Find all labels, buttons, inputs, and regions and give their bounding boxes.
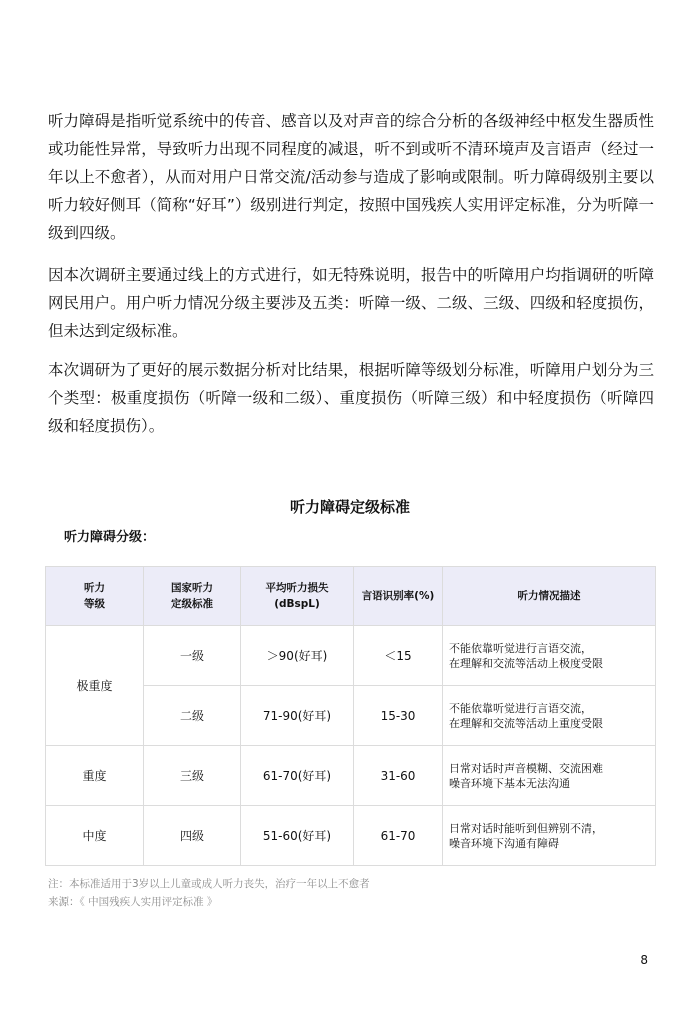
header-national-standard: 国家听力 定级标准	[144, 567, 241, 626]
header-hearing-loss: 平均听力损失(dBspL)	[241, 567, 354, 626]
intro-paragraph-3: 本次调研为了更好的展示数据分析对比结果，根据听障等级划分标准，听障用户划分为三个类型：极重度损伤（听障一级和二级）、重度损伤（听障三级）和中轻度损伤（听障四级和轻度损伤）。	[48, 361, 654, 435]
page-number: 8	[640, 953, 648, 967]
table-row	[46, 626, 656, 686]
cell-description: 日常对话时声音模糊、交流困难 噪音环境下基本无法沟通	[443, 746, 656, 806]
cell-description: 不能依靠听觉进行言语交流， 在理解和交流等活动上重度受限	[443, 686, 656, 746]
cell-loss: ＞90(好耳)	[241, 626, 354, 686]
cell-loss: 71-90(好耳)	[241, 686, 354, 746]
hearing-grade-table	[45, 566, 656, 866]
cell-loss: 51-60(好耳)	[241, 806, 354, 866]
cell-loss: 61-70(好耳)	[241, 746, 354, 806]
header-speech-recognition: 言语识别率(%)	[354, 567, 443, 626]
cell-description: 不能依靠听觉进行言语交流， 在理解和交流等活动上极度受限	[443, 626, 656, 686]
cell-level: 重度	[46, 746, 144, 806]
cell-speech: ＜15	[354, 626, 443, 686]
table-source: 来源：《 中国残疾人实用评定标准 》	[48, 896, 218, 908]
cell-grade: 三级	[144, 746, 241, 806]
header-level: 听力 等级	[46, 567, 144, 626]
table-header-row	[46, 567, 656, 626]
table-subtitle: 听力障碍分级：	[64, 530, 156, 545]
intro-paragraph-2: 因本次调研主要通过线上的方式进行，如无特殊说明，报告中的听障用户均指调研的听障网民用户。用户听力情况分级主要涉及五类：听障一级、二级、三级、四级和轻度损伤，但未达到定级标准。	[48, 266, 654, 340]
header-description: 听力情况描述	[443, 567, 656, 626]
cell-grade: 一级	[144, 626, 241, 686]
table-row	[46, 806, 656, 866]
cell-speech: 15-30	[354, 686, 443, 746]
table-title: 听力障碍定级标准	[289, 498, 410, 516]
cell-grade: 四级	[144, 806, 241, 866]
cell-speech: 61-70	[354, 806, 443, 866]
cell-speech: 31-60	[354, 746, 443, 806]
intro-paragraph-1: 听力障碍是指听觉系统中的传音、感音以及对声音的综合分析的各级神经中枢发生器质性或功能性异常，导致听力出现不同程度的减退，听不到或听不清环境声及言语声（经过一年以上不愈者），从而对用户日常交流/活动参与造成了影响或限制。听力障碍级别主要以听力较好侧耳（简称“好耳”）级别进行判定，按照中国残疾人实用评定标准，分为听障一级到四级。	[48, 112, 654, 242]
cell-description: 日常对话时能听到但辨别不清， 噪音环境下沟通有障碍	[443, 806, 656, 866]
cell-grade: 二级	[144, 686, 241, 746]
table-note: 注：本标准适用于3岁以上儿童或成人听力丧失，治疗一年以上不愈者	[48, 878, 370, 890]
cell-level: 极重度	[46, 626, 144, 746]
cell-level: 中度	[46, 806, 144, 866]
table-row	[46, 746, 656, 806]
